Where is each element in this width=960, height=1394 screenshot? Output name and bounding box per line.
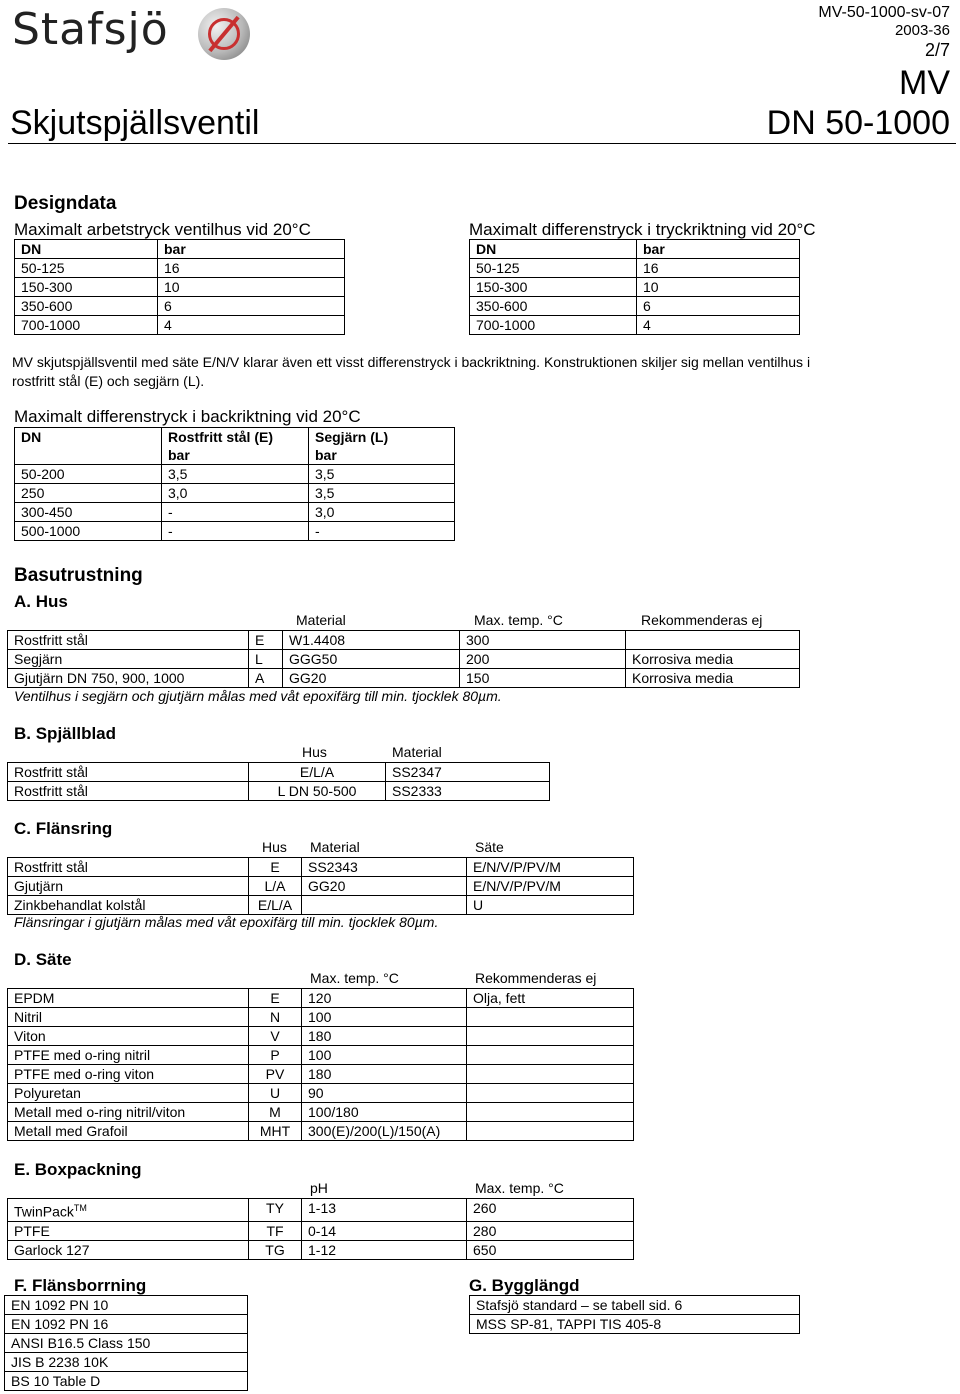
section-heading-designdata: Designdata <box>14 193 117 214</box>
back-pressure-heading: Maximalt differenstryck i backriktning vid 20°C <box>14 407 361 426</box>
boxpackning-col-ph: pH <box>310 1180 328 1196</box>
diff-pressure-table <box>469 239 800 335</box>
hus-col-temp: Max. temp. °C <box>474 612 563 628</box>
flansring-heading: C. Flänsring <box>14 819 113 838</box>
work-pressure-table <box>14 239 345 335</box>
spjallblad-col-hus: Hus <box>302 744 327 760</box>
table-row: 150-300 10 <box>15 278 345 297</box>
table-row: EN 1092 PN 16 <box>5 1315 248 1334</box>
sate-table <box>7 988 634 1141</box>
hus-col-rek: Rekommenderas ej <box>641 612 763 628</box>
spjallblad-heading: B. Spjällblad <box>14 724 117 743</box>
table-row: MSS SP-81, TAPPI TIS 405-8 <box>470 1315 800 1334</box>
table-row: BS 10 Table D <box>5 1372 248 1391</box>
section-heading-basutrustning: Basutrustning <box>14 565 143 586</box>
table-header: Rostfritt stål (E) bar <box>162 428 309 465</box>
doc-date: 2003-36 <box>894 22 950 39</box>
table-header: DN <box>15 240 158 259</box>
table-row: 500-1000 - - <box>15 522 455 541</box>
table-row: 50-200 3,5 3,5 <box>15 465 455 484</box>
table-row: Polyuretan U 90 <box>8 1084 634 1103</box>
table-row: 350-600 6 <box>15 297 345 316</box>
header-rule <box>8 143 956 144</box>
spjallblad-col-material: Material <box>392 744 442 760</box>
bygglangd-heading: G. Bygglängd <box>469 1276 580 1295</box>
table-row: Rostfritt stål E W1.4408 300 <box>8 631 800 650</box>
boxpackning-heading: E. Boxpackning <box>14 1160 142 1179</box>
flansring-table <box>7 857 634 915</box>
spjallblad-table <box>7 762 550 801</box>
paragraph-line-2: rostfritt stål (E) och segjärn (L). <box>12 373 205 389</box>
page-title: Skjutspjällsventil <box>10 104 260 142</box>
hus-note: Ventilhus i segjärn och gjutjärn målas med våt epoxifärg till min. tjocklek 80µm. <box>14 688 502 704</box>
table-row: PTFE med o-ring viton PV 180 <box>8 1065 634 1084</box>
table-row: Metall med o-ring nitril/viton M 100/180 <box>8 1103 634 1122</box>
table-row: Segjärn L GGG50 200 Korrosiva media <box>8 650 800 669</box>
table-row: Rostfritt stål E/L/A SS2347 <box>8 763 550 782</box>
model-name: MV <box>899 64 950 102</box>
paragraph-line-1: MV skjutspjällsventil med säte E/N/V klarar även ett visst differenstryck i backriktning. Konstruktionen skiljer sig mellan ventilhus i <box>12 354 811 370</box>
hus-table <box>7 630 800 688</box>
flansring-col-sate: Säte <box>475 839 504 855</box>
table-row: 150-300 10 <box>470 278 800 297</box>
table-header: bar <box>637 240 800 259</box>
table-row: JIS B 2238 10K <box>5 1353 248 1372</box>
table-row: Rostfritt stål E SS2343 E/N/V/P/PV/M <box>8 858 634 877</box>
sate-heading: D. Säte <box>14 950 72 969</box>
table-row: Garlock 127 TG 1-12 650 <box>8 1240 634 1259</box>
table-row: TwinPack™ TY 1-13 260 <box>8 1199 634 1222</box>
table-row: Gjutjärn L/A GG20 E/N/V/P/PV/M <box>8 877 634 896</box>
boxpackning-col-temp: Max. temp. °C <box>475 1180 564 1196</box>
table-header: Segjärn (L) bar <box>309 428 455 465</box>
sate-col-rek: Rekommenderas ej <box>475 970 597 986</box>
trademark-mark: TM <box>73 1203 87 1213</box>
flansring-col-hus: Hus <box>262 839 287 855</box>
table-row: Metall med Grafoil MHT 300(E)/200(L)/150(A) <box>8 1122 634 1141</box>
table-row: PTFE TF 0-14 280 <box>8 1221 634 1240</box>
table-row: 350-600 6 <box>470 297 800 316</box>
table-row: 50-125 16 <box>470 259 800 278</box>
hus-heading: A. Hus <box>14 592 68 611</box>
table-row: EPDM E 120 Olja, fett <box>8 989 634 1008</box>
table-row: PTFE med o-ring nitril P 100 <box>8 1046 634 1065</box>
boxpackning-table <box>7 1198 634 1260</box>
sate-col-temp: Max. temp. °C <box>310 970 399 986</box>
table-row: Nitril N 100 <box>8 1008 634 1027</box>
table-row: 250 3,0 3,5 <box>15 484 455 503</box>
flansborrning-table <box>4 1295 248 1391</box>
company-logo <box>12 4 252 64</box>
table-row: Gjutjärn DN 750, 900, 1000 A GG20 150 Korrosiva media <box>8 669 800 688</box>
page-number: 2/7 <box>924 40 950 60</box>
diff-pressure-heading: Maximalt differenstryck i tryckriktning vid 20°C <box>469 220 816 239</box>
hus-col-material: Material <box>296 612 346 628</box>
bygglangd-table <box>469 1295 800 1334</box>
work-pressure-heading: Maximalt arbetstryck ventilhus vid 20°C <box>14 220 311 239</box>
table-row: Stafsjö standard – se tabell sid. 6 <box>470 1296 800 1315</box>
back-pressure-table <box>14 427 455 541</box>
table-row: Rostfritt stål L DN 50-500 SS2333 <box>8 782 550 801</box>
table-header: DN <box>470 240 637 259</box>
size-range: DN 50-1000 <box>766 104 950 142</box>
flansring-note: Flänsringar i gjutjärn målas med våt epoxifärg till min. tjocklek 80µm. <box>14 914 439 930</box>
doc-id: MV-50-1000-sv-07 <box>818 4 950 21</box>
table-row: 700-1000 4 <box>15 316 345 335</box>
flansborrning-heading: F. Flänsborrning <box>14 1276 147 1295</box>
flansring-col-material: Material <box>310 839 360 855</box>
table-row: EN 1092 PN 10 <box>5 1296 248 1315</box>
table-row: 300-450 - 3,0 <box>15 503 455 522</box>
table-header: bar <box>158 240 345 259</box>
table-row: 50-125 16 <box>15 259 345 278</box>
table-row: Viton V 180 <box>8 1027 634 1046</box>
table-header: DN <box>15 428 162 465</box>
table-row: ANSI B16.5 Class 150 <box>5 1334 248 1353</box>
table-row: 700-1000 4 <box>470 316 800 335</box>
logo-wordmark: Stafsjö <box>12 4 169 55</box>
logo-emblem-icon <box>198 8 250 60</box>
table-row: Zinkbehandlat kolstål E/L/A U <box>8 896 634 915</box>
